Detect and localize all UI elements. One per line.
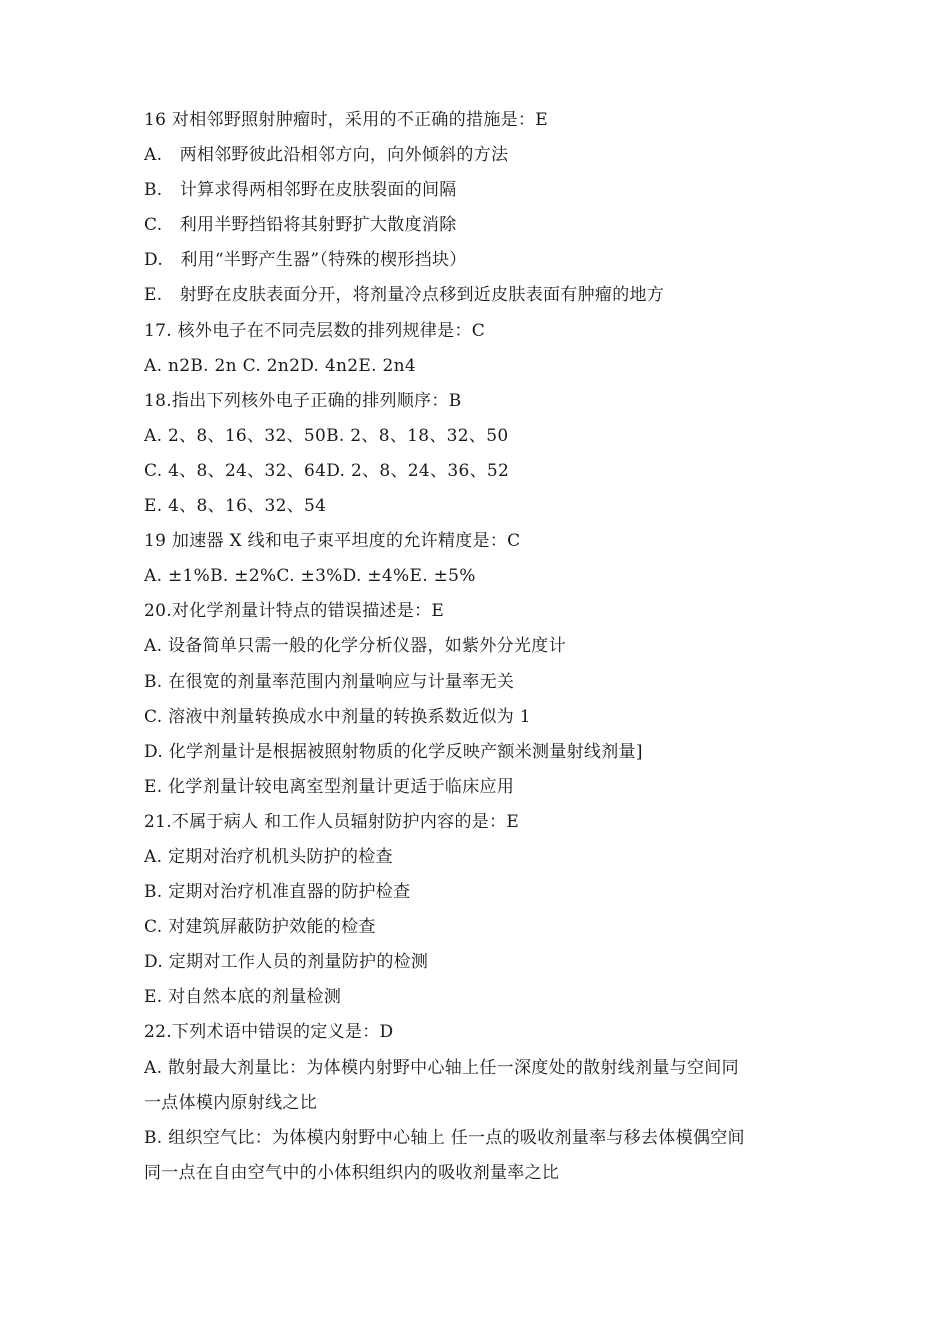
question-22-option-a-line2: 一点体模内原射线之比 xyxy=(144,1092,317,1113)
question-19-stem: 19 加速器 X 线和电子束平坦度的允许精度是：C xyxy=(144,531,521,552)
question-22-stem: 22.下列术语中错误的定义是：D xyxy=(144,1022,394,1043)
question-16-option-c: C. 利用半野挡铅将其射野扩大散度消除 xyxy=(144,215,457,236)
question-21-stem: 21.不属于病人 和工作人员辐射防护内容的是：E xyxy=(144,811,520,832)
question-20-option-d: D. 化学剂量计是根据被照射物质的化学反映产额米测量射线剂量] xyxy=(144,741,643,762)
question-22-option-b-line2: 同一点在自由空气中的小体积组织内的吸收剂量率之比 xyxy=(144,1162,560,1183)
question-16-option-b: B. 计算求得两相邻野在皮肤裂面的间隔 xyxy=(144,180,457,201)
question-16-stem: 16 对相邻野照射肿瘤时，采用的不正确的措施是：E xyxy=(144,110,548,130)
question-18-option-e: E. 4、8、16、32、54 xyxy=(144,496,327,517)
question-19-options: A. ±1%B. ±2%C. ±3%D. ±4%E. ±5% xyxy=(144,566,476,587)
question-20-option-a: A. 设备简单只需一般的化学分析仪器，如紫外分光度计 xyxy=(144,636,566,657)
question-22-option-b-line1: B. 组织空气比：为体模内射野中心轴上 任一点的吸收剂量率与移去体模偶空间 xyxy=(144,1127,745,1148)
question-20-stem: 20.对化学剂量计特点的错误描述是：E xyxy=(144,601,445,622)
question-21-option-a: A. 定期对治疗机机头防护的检查 xyxy=(144,846,393,867)
question-21-option-c: C. 对建筑屏蔽防护效能的检查 xyxy=(144,917,376,938)
question-18-options-ab: A. 2、8、16、32、50B. 2、8、18、32、50 xyxy=(144,425,509,446)
question-20-option-b: B. 在很宽的剂量率范围内剂量响应与计量率无关 xyxy=(144,671,515,692)
question-18-options-cd: C. 4、8、24、32、64D. 2、8、24、36、52 xyxy=(144,460,510,481)
question-21-option-b: B. 定期对治疗机准直器的防护检查 xyxy=(144,882,411,903)
question-17-options: A. n2B. 2n C. 2n2D. 4n2E. 2n4 xyxy=(144,355,417,376)
question-21-option-e: E. 对自然本底的剂量检测 xyxy=(144,987,342,1008)
question-20-option-e: E. 化学剂量计较电离室型剂量计更适于临床应用 xyxy=(144,776,515,797)
question-16-option-d: D. 利用“半野产生器”（特殊的楔形挡块） xyxy=(144,250,467,271)
question-22-option-a-line1: A. 散射最大剂量比：为体模内射野中心轴上任一深度处的散射线剂量与空间同 xyxy=(144,1057,739,1078)
question-17-stem: 17. 核外电子在不同壳层数的排列规律是：C xyxy=(144,320,486,341)
question-18-stem: 18.指出下列核外电子正确的排列顺序：B xyxy=(144,390,462,411)
question-16-option-e: E. 射野在皮肤表面分开，将剂量冷点移到近皮肤表面有肿瘤的地方 xyxy=(144,285,665,306)
exam-question-text xyxy=(144,103,824,1191)
question-21-option-d: D. 定期对工作人员的剂量防护的检测 xyxy=(144,952,429,973)
question-16-option-a: A. 两相邻野彼此沿相邻方向，向外倾斜的方法 xyxy=(144,145,509,166)
question-20-option-c: C. 溶液中剂量转换成水中剂量的转换系数近似为 1 xyxy=(144,706,531,727)
